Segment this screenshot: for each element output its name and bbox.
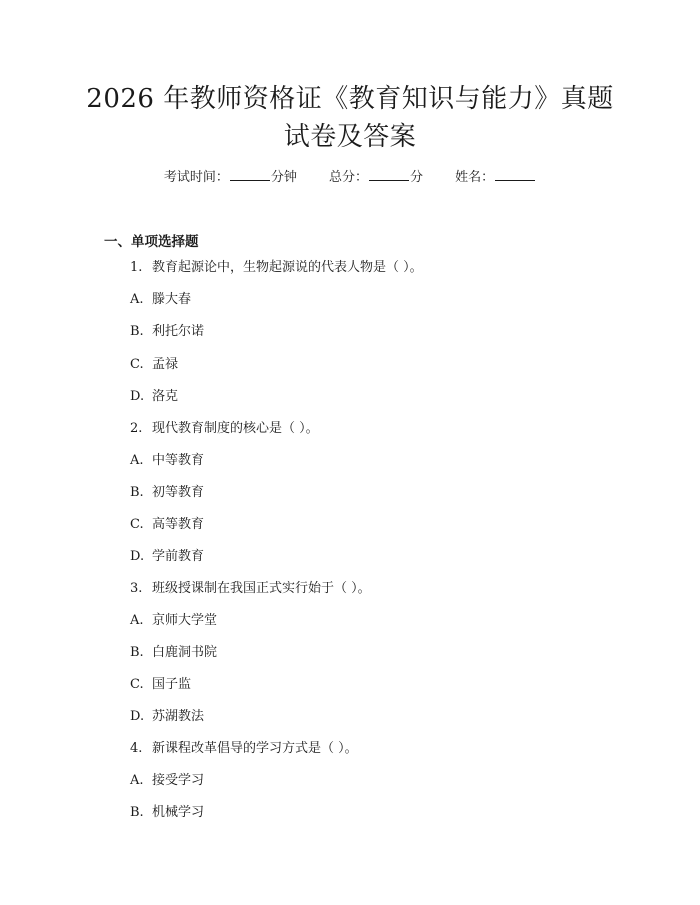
option-text: 国子监 [152, 677, 192, 692]
time-label: 考试时间： [163, 170, 229, 185]
option-3c [130, 676, 191, 694]
name-label: 姓名： [455, 170, 495, 185]
question-number: 3. [130, 581, 143, 596]
name-blank[interactable] [495, 168, 535, 181]
score-unit: 分 [410, 170, 424, 185]
time-blank[interactable] [230, 168, 270, 181]
option-3d [130, 708, 204, 726]
option-1d [130, 388, 178, 406]
question-text: 新课程改革倡导的学习方式是（ ）。 [152, 741, 358, 756]
question-text: 班级授课制在我国正式实行始于（ ）。 [152, 581, 371, 596]
option-3b [130, 644, 217, 662]
option-label: C. [130, 677, 144, 692]
option-text: 苏湖教法 [152, 709, 205, 724]
option-text: 接受学习 [152, 773, 205, 788]
option-text: 滕大春 [152, 292, 192, 307]
section-title: 一、单项选择题 [104, 234, 199, 250]
question-number: 2. [130, 421, 143, 436]
option-label: A. [130, 453, 144, 468]
option-3a [130, 612, 217, 630]
option-text: 孟禄 [152, 357, 179, 372]
option-1a [130, 291, 191, 309]
option-text: 利托尔诺 [152, 324, 205, 339]
option-text: 机械学习 [152, 805, 205, 820]
option-label: A. [130, 613, 144, 628]
name-field [455, 168, 536, 188]
option-2b [130, 484, 204, 502]
option-label: B. [130, 805, 144, 820]
option-2d [130, 548, 204, 566]
option-1c [130, 356, 178, 374]
time-field [164, 168, 297, 188]
option-label: A. [130, 773, 144, 788]
option-4b [130, 804, 204, 822]
option-4a [130, 772, 204, 790]
option-label: A. [130, 292, 144, 307]
option-label: B. [130, 485, 144, 500]
option-label: B. [130, 324, 144, 339]
option-label: B. [130, 645, 144, 660]
time-unit: 分钟 [270, 170, 297, 185]
score-field [329, 168, 423, 188]
document-title-line1: 2026 年教师资格证《教育知识与能力》真题 [86, 84, 614, 114]
option-text: 白鹿洞书院 [152, 645, 218, 660]
option-label: C. [130, 517, 144, 532]
option-text: 京师大学堂 [152, 613, 218, 628]
question-1 [130, 259, 423, 277]
question-text: 教育起源论中，生物起源说的代表人物是（ ）。 [152, 260, 423, 275]
question-text: 现代教育制度的核心是（ ）。 [152, 421, 319, 436]
option-text: 中等教育 [152, 453, 205, 468]
score-label: 总分： [328, 170, 368, 185]
option-label: D. [130, 709, 145, 724]
exam-meta [0, 168, 700, 188]
score-blank[interactable] [369, 168, 409, 181]
option-text: 学前教育 [152, 549, 205, 564]
option-2c [130, 516, 204, 534]
question-2 [130, 420, 319, 438]
question-number: 4. [130, 741, 143, 756]
option-text: 洛克 [152, 389, 179, 404]
question-number: 1. [130, 260, 143, 275]
option-label: D. [130, 389, 145, 404]
document-title-line2: 试卷及答案 [283, 122, 417, 152]
option-2a [130, 452, 204, 470]
question-3 [130, 580, 371, 598]
option-text: 初等教育 [152, 485, 205, 500]
option-label: D. [130, 549, 145, 564]
option-text: 高等教育 [152, 517, 205, 532]
option-1b [130, 323, 204, 341]
option-label: C. [130, 357, 144, 372]
question-4 [130, 740, 358, 758]
